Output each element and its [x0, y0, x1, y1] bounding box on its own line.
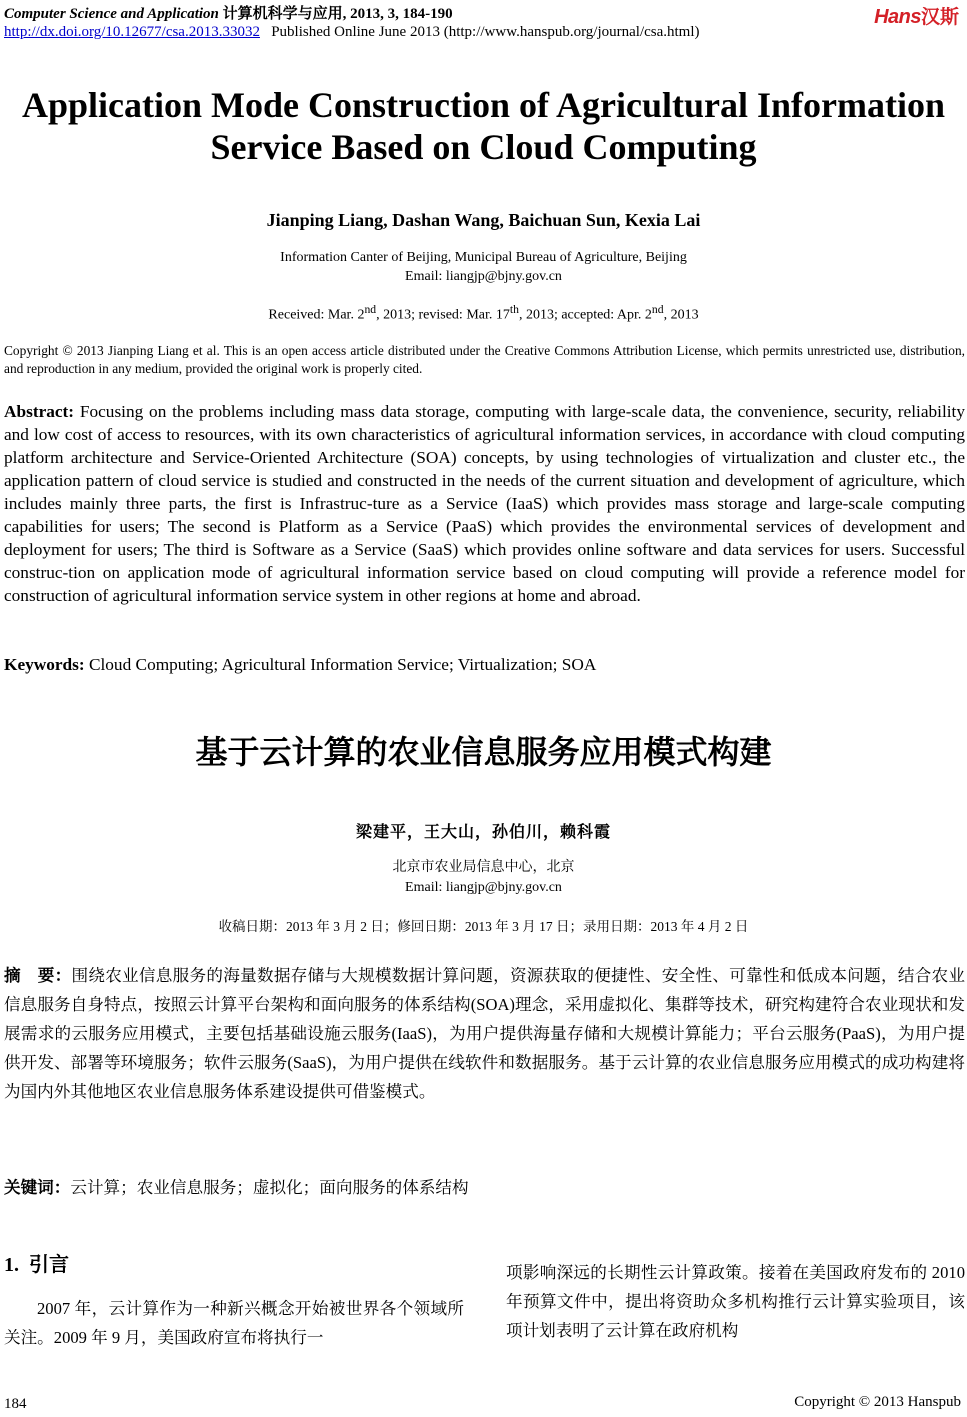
email-en: Email: liangjp@bjny.gov.cn	[405, 269, 562, 284]
abstract-cn	[4, 961, 965, 1106]
title-en-line-2: Service Based on Cloud Computing	[210, 127, 757, 167]
title-en-line-1: Application Mode Construction of Agricultural Information	[22, 85, 945, 125]
journal-issue: , 2013, 3, 184-190	[342, 6, 453, 22]
journal-header	[4, 2, 453, 23]
section-number: 1.	[4, 1254, 19, 1276]
doi-link[interactable]: http://dx.doi.org/10.12677/csa.2013.33032	[4, 24, 260, 40]
section-1-heading	[4, 1248, 69, 1277]
journal-name-en: Computer Science and Application	[4, 6, 219, 22]
affiliation-en: Information Canter of Beijing, Municipal Bureau of Agriculture, Beijing	[280, 250, 687, 265]
footer-copyright: Copyright © 2013 Hanspub	[794, 1394, 961, 1410]
keywords-cn-label: 关键词：	[4, 1178, 71, 1197]
revised-part: , 2013; revised: Mar. 17	[376, 307, 510, 323]
authors-en: Jianping Liang, Dashan Wang, Baichuan Sun, Kexia Lai	[266, 210, 701, 230]
abstract-en-label: Abstract:	[4, 402, 75, 421]
abstract-en	[4, 400, 965, 607]
copyright-notice: Copyright © 2013 Jianping Liang et al. This is an open access article distributed under the Creative Commons Attribution License, which permits unrestricted use, distribution, and reproduction in any medium, provided the original work is properly cited.	[4, 343, 965, 376]
affiliation-cn-block	[0, 858, 967, 898]
abstract-cn-text: 围绕农业信息服务的海量数据存储与大规模数据计算问题，资源获取的便捷性、安全性、可靠性和低成本问题，结合农业信息服务自身特点，按照云计算平台架构和面向服务的体系结构(SOA)理念，采用虚拟化、集群等技术，研究构建符合农业现状和发展需求的云服务应用模式，主要包括基础设施云服务(IaaS)，为用户提供海量存储和大规模计算能力；平台云服务(PaaS)，为用户提供开发、部署等环境服务；软件云服务(SaaS)，为用户提供在线软件和数据服务。基于云计算的农业信息服务应用模式的成功构建将为国内外其他地区农业信息服务体系建设提供可借鉴模式。	[4, 966, 966, 1101]
keywords-en	[4, 655, 965, 675]
received-dates-cn: 收稿日期：2013 年 3 月 2 日；修回日期：2013 年 3 月 17 日；录用日期：2013 年 4 月 2 日	[218, 919, 749, 934]
logo-cn: 汉斯	[920, 6, 959, 28]
section-1-left-column: 2007 年，云计算作为一种新兴概念开始被世界各个领域所关注。2009 年 9 月，美国政府宣布将执行一	[4, 1299, 464, 1347]
accepted-sup: nd	[651, 303, 664, 316]
logo-text: Hans	[874, 6, 921, 28]
abstract-cn-label: 摘 要：	[4, 966, 72, 985]
paper-title-en	[0, 84, 967, 168]
accepted-year: , 2013	[663, 307, 699, 323]
received-sup: nd	[364, 303, 377, 316]
keywords-cn	[4, 1174, 965, 1198]
doi-line	[4, 24, 700, 41]
accepted-part: , 2013; accepted: Apr. 2	[518, 307, 652, 323]
page-number: 184	[4, 1396, 27, 1412]
affiliation-cn: 北京市农业局信息中心，北京	[392, 860, 575, 875]
received-part: Received: Mar. 2	[268, 307, 365, 323]
paper-title-cn: 基于云计算的农业信息服务应用模式构建	[195, 733, 772, 771]
keywords-en-text: Cloud Computing; Agricultural Information Service; Virtualization; SOA	[88, 655, 597, 674]
authors-cn: 梁建平，王大山，孙伯川，赖科霞	[355, 822, 611, 841]
email-cn: Email: liangjp@bjny.gov.cn	[405, 880, 562, 895]
published-online: Published Online June 2013 (http://www.hanspub.org/journal/csa.html)	[271, 24, 700, 40]
journal-name-cn: 计算机科学与应用	[222, 6, 343, 22]
abstract-en-text: Focusing on the problems including mass data storage, computing with large-scale data, the convenience, security, reliability and low cost of access to resources, with its own characteristics of agricultural information services, in accordance with cloud computing platform architecture and Service-Oriented Architecture (SOA) concepts, by using technologies of virtualization and cluster etc., the application pattern of cloud service is studied and constructed in the needs of the current situation and development of agriculture, which includes mainly three parts, the first is Infrastruc-ture as a Service (IaaS) which provides mass storage and large-scale computing capabilities for users; The second is Platform as a Service (PaaS) which provides the environmental services of development and deployment for users; The third is Software as a Service (SaaS) which provides online software and data services for users. Successful construc-tion on application mode of agricultural information service based on cloud computing will provide a reference model for construction of agricultural information service system in other regions at home and abroad.	[4, 402, 965, 605]
section-title: 引言	[29, 1252, 69, 1276]
section-1-right-column: 项影响深远的长期性云计算政策。接着在美国政府发布的 2010 年预算文件中，提出将资助众多机构推行云计算实验项目，该项计划表明了云计算在政府机构	[506, 1263, 965, 1340]
keywords-en-label: Keywords:	[4, 655, 85, 674]
keywords-cn-text: 云计算；农业信息服务；虚拟化；面向服务的体系结构	[70, 1178, 469, 1197]
affiliation-en-block	[0, 248, 967, 286]
received-dates-en	[0, 303, 967, 324]
revised-sup: th	[509, 303, 519, 316]
hanspub-logo	[874, 2, 959, 26]
